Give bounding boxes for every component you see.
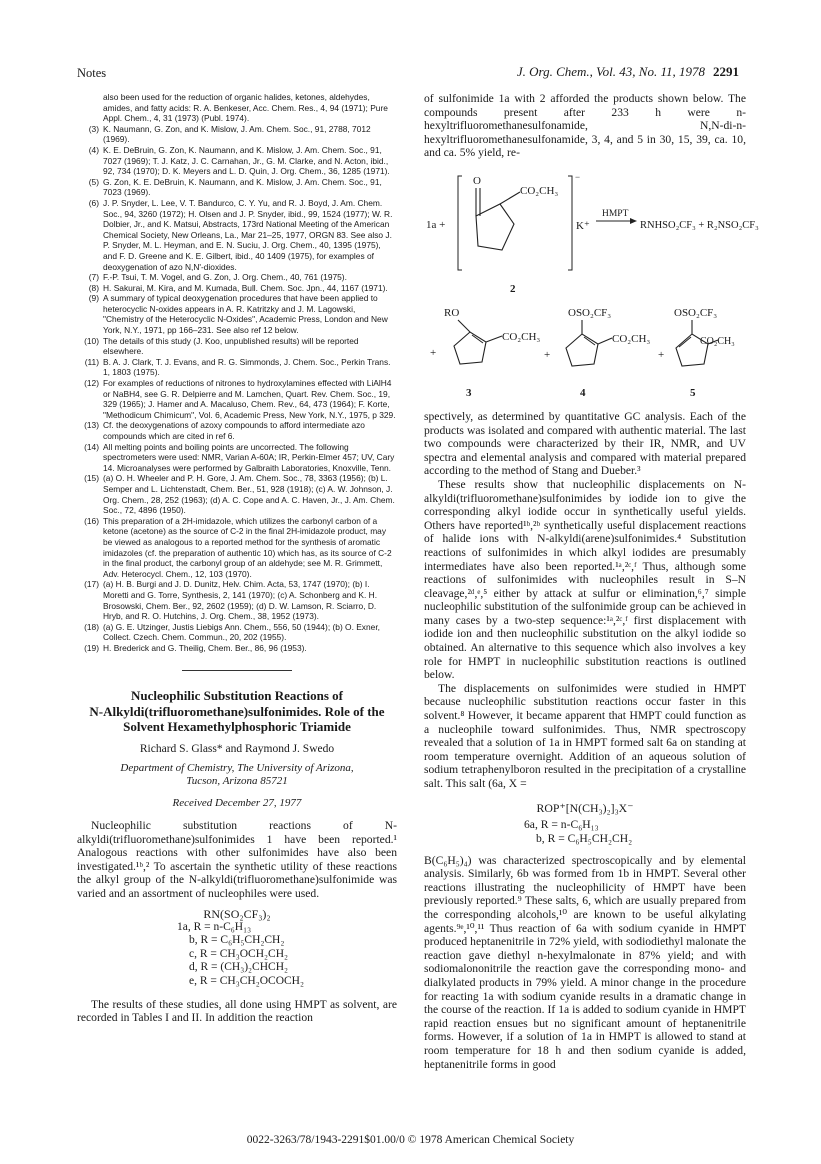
reference-number: (12) bbox=[84, 378, 99, 389]
reference-text: K. E. DeBruin, G. Zon, K. Naumann, and K. Mislow, J. Am. Chem. Soc., 91, 7027 (1969); T. J. Katz, J. C. Carnahan, Jr., G. M. Clarke, and N. Acton, ibid., 92, 734 (1970); D. K. Meyers and L. D. Quin, J. Org. Chem., 36, 1285 (1971). bbox=[103, 144, 390, 177]
reference-number: (5) bbox=[88, 176, 99, 187]
journal-citation: J. Org. Chem., Vol. 43, No. 11, 1978 bbox=[516, 64, 705, 79]
compound-1c: c, R = CH₃OCH₂CH₂ bbox=[189, 947, 289, 960]
closing-paragraph: The results of these studies, all done using HMPT as solvent, are recorded in Tables I and II. In addition the reaction bbox=[77, 997, 397, 1025]
otf-label-5: OSO₂CF₃ bbox=[674, 306, 718, 319]
label-compound-4: 4 bbox=[580, 386, 586, 399]
reference-item bbox=[77, 357, 397, 378]
ester-bond-4 bbox=[598, 338, 612, 344]
reference-item bbox=[77, 198, 397, 272]
left-column bbox=[77, 92, 397, 1025]
reference-text: This preparation of a 2H-imidazole, which utilizes the carbonyl carbon of a ketone (acetone) as the source of C-2 in the final 2H-imidazole product, may be viewed as analogous to a reported method for the synthesis of aromatic imidazoles (cf. the preparation of authentic 10) which has, as its source of C-2 in the final product, the carbonyl group of an aldehyde; see M. R. Grimmett, Adv. Heterocycl. Chem., 12, 103 (1970). bbox=[103, 515, 392, 579]
cyclopentanone-ring bbox=[476, 204, 514, 250]
ester-label-5: CO₂CH₃ bbox=[700, 335, 735, 347]
affiliation-line-1: Department of Chemistry, The University of Arizona, bbox=[120, 761, 354, 774]
reference-number: (18) bbox=[84, 621, 99, 632]
label-compound-5: 5 bbox=[690, 386, 696, 399]
reference-text: The details of this study (J. Koo, unpublished results) will be reported elsewhere. bbox=[103, 335, 359, 357]
ester-label-4: CO₂CH₃ bbox=[612, 332, 651, 345]
phosphonium-list bbox=[524, 818, 746, 846]
title-line-3: Solvent Hexamethylphosphoric Triamide bbox=[123, 719, 351, 735]
compound-1d: d, R = (CH₃)₂CHCH₂ bbox=[189, 961, 289, 974]
paragraph-products: of sulfonimide 1a with 2 afforded the products shown below. The compounds present after 233 h were n-hexyltrifluoromethanesulfonamide, N,N-di-n-hexyltrifluoromethanesulfonamide, 3, 4, and 5 in 30, 15, 39, ca. 10, and ca. 5% yield, re- bbox=[424, 92, 746, 160]
copyright-footer: 0022-3263/78/1943-2291$01.00/0 © 1978 American Chemical Society bbox=[246, 1134, 575, 1146]
plus-1: + bbox=[430, 346, 437, 359]
scheme-drawing bbox=[424, 166, 759, 404]
reference-item bbox=[77, 378, 397, 420]
reference-number: (7) bbox=[88, 272, 99, 283]
received-date: Received December 27, 1977 bbox=[172, 796, 302, 809]
ester-label-3: CO₂CH₃ bbox=[502, 330, 541, 343]
reference-number: (13) bbox=[84, 420, 99, 431]
ro-label: RO bbox=[444, 306, 460, 319]
reference-text: J. P. Snyder, L. Lee, V. T. Bandurco, C. Y. Yu, and R. J. Boyd, J. Am. Chem. Soc., 94, 3260 (1972); H. Olsen and J. P. Snyder, ibid., 99, 1524 (1977); W. R. Dolbier, Jr., and K. Matsui, Abstracts, 173rd National Meeting of the American Chemical Society, New Orleans, La., Mar 21–25, 1977, ORGN 83. See also J. P. Snyder, M. L. Heyman, and E. N. Suciu, J. Org. Chem., 40, 1395 (1975), and F. D. Greene and K. E. Gilbert, ibid., 40 1409 (1975), for examples of deoxygenation of azo N,N'-dioxides. bbox=[103, 197, 393, 272]
reference-item bbox=[77, 124, 397, 145]
ester-label-2: CO₂CH₃ bbox=[520, 184, 559, 197]
reference-text: G. Zon, K. E. DeBruin, K. Naumann, and K. Mislow, J. Am. Chem. Soc., 91, 7023 (1969). bbox=[103, 176, 382, 198]
section-divider bbox=[182, 670, 292, 671]
affiliation bbox=[77, 762, 397, 789]
title-line-2: N-Alkyldi(trifluoromethane)sulfonimides. Role of the bbox=[89, 703, 385, 719]
reference-text: (a) G. E. Utzinger, Justis Liebigs Ann. Chem., 556, 50 (1944); (b) O. Exner, Collect. Czech. Chem. Commun., 20, 202 (1955). bbox=[103, 621, 380, 643]
reference-text: (a) O. H. Wheeler and P. H. Gore, J. Am. Chem. Soc., 78, 3363 (1956); (b) L. Semper and L. Lichtenstadt, Chem. Ber., 51, 928 (1918); (c) A. W. Johnson, J. Org. Chem., 28, 252 (1963); (d) A. C. Cope and A. C. Haven, Jr., J. Am. Chem. Soc., 72, 4896 (1950). bbox=[103, 473, 395, 516]
label-compound-3: 3 bbox=[466, 386, 472, 399]
reference-number: (8) bbox=[88, 282, 99, 293]
paragraph-salts: B(C₆H₅)₄) was characterized spectroscopically and by elemental analysis. Similarly, 6b was formed from 1b in HMPT. Several other reactions illustrating the nucleophilicity of HMPT have been previously reported.⁹ These salts, 6, which are usually prepared from the corresponding alcohols,¹⁰ are known to be useful alkylating agents.⁹ᵉ,¹⁰,¹¹ Thus reaction of 6a with sodium cyanide in HMPT produced heptanenitrile in 72% yield, with sodiodiethyl malonate the reaction gave diethyl n-hexylmalonate in 87% yield; and with sodiomalononitrile the reaction gave the corresponding mono- and dialkylated products in 79% yield. A minor change in the procedure for reacting 1a with sodium cyanide results in a dramatic change in the course of the reaction. If 1a is added to sodium cyanide in HMPT rapid reaction ensues but no significant amount of heptanenitrile forms. However, if a solution of 1a in HMPT is allowed to stand at room temperature for 18 h and then sodium cyanide is added, heptanenitrile forms in good bbox=[424, 853, 746, 1071]
reference-number: (11) bbox=[84, 356, 99, 367]
phosphonium-formula: ROP⁺[N(CH₃)₂]₃X⁻ bbox=[536, 800, 634, 815]
reference-item bbox=[77, 145, 397, 177]
reference-number: (17) bbox=[84, 579, 99, 590]
reference-item bbox=[77, 283, 397, 294]
running-head bbox=[517, 64, 739, 80]
arrow-head bbox=[630, 218, 637, 224]
anion-charge: − bbox=[575, 171, 581, 182]
reaction-scheme bbox=[424, 166, 759, 404]
ring-3 bbox=[454, 332, 486, 364]
reference-list bbox=[77, 92, 397, 653]
reference-item bbox=[77, 579, 397, 621]
reference-item bbox=[77, 643, 397, 654]
counterion: K⁺ bbox=[576, 219, 590, 232]
reference-item bbox=[77, 516, 397, 580]
reference-number: (10) bbox=[84, 335, 99, 346]
compound-list bbox=[177, 921, 397, 989]
ring-4 bbox=[566, 334, 598, 366]
title-line-1: Nucleophilic Substitution Reactions of bbox=[131, 688, 343, 704]
oxo-label: O bbox=[473, 174, 481, 187]
ro-bond bbox=[458, 320, 470, 332]
paragraph-hmpt: The displacements on sulfonimides were studied in HMPT because nucleophilic substitution reactions occur faster in this solvent.⁸ However, it became apparent that HMPT could function as a nucleophile toward sulfonimides. Thus, NMR spectroscopy revealed that a solution of 1a in HMPT formed salt 6a on standing at room temperature overnight. Addition of an aqueous solution of sodium tetraphenylboron resulted in the precipitation of a crystalline salt. This salt (6a, X = bbox=[424, 681, 746, 790]
reference-number: (14) bbox=[84, 441, 99, 452]
article-title bbox=[77, 688, 397, 735]
reference-item bbox=[77, 336, 397, 357]
compound-1b: b, R = C₆H₅CH₂CH₂ bbox=[189, 934, 285, 947]
scheme-reactant: 1a + bbox=[426, 218, 446, 231]
reference-number: (19) bbox=[84, 642, 99, 653]
reference-item bbox=[77, 420, 397, 441]
reference-text: B. A. J. Clark, T. J. Evans, and R. G. Simmonds, J. Chem. Soc., Perkin Trans. 1, 1803 (1975). bbox=[103, 356, 391, 378]
page-number: 2291 bbox=[713, 64, 739, 79]
ester-bond-3 bbox=[486, 336, 502, 342]
reference-item bbox=[77, 92, 397, 124]
reagent-label: HMPT bbox=[602, 208, 629, 219]
authors: Richard S. Glass* and Raymond J. Swedo bbox=[139, 742, 335, 755]
reference-item bbox=[77, 442, 397, 474]
paragraph-results: These results show that nucleophilic displacements on N-alkyldi(trifluoromethane)sulfonimides by iodide ion to give the corresponding alkyl iodide occur in synthetically useful yields. Others have reported¹ᵇ,²ᵇ synthetically useful displacement reactions of halide ions with N-alkyldi(arene)sulfonimides.⁴ Substitution reactions of sulfonimides in which alkyl iodides are presumably intermediates have also been reported.¹ᵃ,²ᶜ,ᶠ Thus, although some reactions of sulfonimides with nucleophiles result in S–N cleavage,²ᵈ,ᵉ,⁵ either by attack at sulfur or elimination,⁶,⁷ simple nucleophilic substitution of the sulfonimide group can be achieved in many cases by a two-step sequence:¹ᵃ,²ᶜ,ᶠ first displacement with iodide ion and then nucleophilic substitution on the alkyl iodide so obtained. An alternative to this sequence which also involves a key role for HMPT in nucleophilic substitution reactions is outlined below. bbox=[424, 477, 746, 682]
bracket-left bbox=[458, 176, 462, 270]
salt-6b: b, R = C₆H₅CH₂CH₂ bbox=[536, 831, 633, 845]
paragraph-analysis: spectively, as determined by quantitative GC analysis. Each of the products was isolated and compared with authentic material. The last two compounds were characterized by their IR, NMR, and UV spectra and elemental analysis and compared with material prepared according to the method of Stang and Dueber.³ bbox=[424, 409, 746, 478]
reference-number: (16) bbox=[84, 515, 99, 526]
reference-item bbox=[77, 293, 397, 335]
reference-text: H. Brederick and G. Theilig, Chem. Ber., 86, 96 (1953). bbox=[103, 642, 307, 653]
ester-bond bbox=[500, 192, 520, 204]
intro-paragraph: Nucleophilic substitution reactions of N-alkyldi(trifluoromethane)sulfonimides 1 have been reported.¹ Analogous reactions with other sulfonimides have also been investigated.¹ᵇ,² To ascertain the synthetic utility of these reactions the alkyl group of the N-alkyldi(trifluoromethane)sulfonimide was varied and an assortment of nucleophiles were used. bbox=[77, 818, 397, 900]
reference-item bbox=[77, 177, 397, 198]
reference-text: K. Naumann, G. Zon, and K. Mislow, J. Am. Chem. Soc., 91, 2788, 7012 (1969). bbox=[103, 123, 371, 145]
reference-number: (9) bbox=[88, 293, 99, 304]
compound-1a: 1a, R = n-C₆H₁₃ bbox=[177, 920, 252, 933]
affiliation-line-2: Tucson, Arizona 85721 bbox=[186, 775, 288, 788]
reference-number: (3) bbox=[88, 123, 99, 134]
reference-text: A summary of typical deoxygenation procedures that have been applied to heterocyclic N-oxides appears in A. R. Katritzky and J. M. Lagowski, "Chemistry of the Heterocyclic N-Oxides", Academic Press, London and New York, N.Y., 1971, pp 166–231. See also ref 12 below. bbox=[103, 293, 388, 336]
ring-5-double bbox=[679, 337, 691, 347]
salt-6a: 6a, R = n-C₆H₁₃ bbox=[524, 817, 599, 831]
section-label: Notes bbox=[77, 66, 107, 80]
reference-text: Cf. the deoxygenations of azoxy compounds to afford intermediate azo compounds which are cited in ref 6. bbox=[103, 420, 365, 441]
compound-1e: e, R = CH₃CH₂OCOCH₂ bbox=[189, 974, 304, 987]
reference-number: (6) bbox=[88, 197, 99, 208]
reference-text: also been used for the reduction of organic halides, ketones, aldehydes, amides, and fatty acids: R. A. Benkeser, Acc. Chem. Res., 4, 94 (1971); Pure Appl. Chem., 4, 31 (1973) (Publ. 1974). bbox=[103, 92, 388, 124]
reference-text: (a) H. B. Burgi and J. D. Dunitz, Helv. Chim. Acta, 53, 1747 (1970); (b) I. Moretti and G. Torre, Synthesis, 2, 141 (1970); (c) A. Schonberg and K. H. Brosowski, Chem. Ber., 92, 2602 (1959); (d) D. W. Lamson, R. Sciarro, D. Hryb, and R. O. Hutchins, J. Org. Chem., 38, 1952 (1973). bbox=[103, 579, 378, 622]
reference-text: All melting points and boiling points are uncorrected. The following spectrometers were used: NMR, Varian A-60A; IR, Perkin-Elmer 457; UV, Cary 14. Microanalyses were performed by Galbraith Laboratories, Knoxville, Tenn. bbox=[103, 441, 395, 473]
scheme-products: RNHSO₂CF₃ + R₂NSO₂CF₃ bbox=[640, 219, 759, 231]
right-column bbox=[424, 92, 759, 1071]
bracket-right bbox=[568, 176, 572, 270]
otf-label-4: OSO₂CF₃ bbox=[568, 306, 612, 319]
reference-text: F.-P. Tsui, T. M. Vogel, and G. Zon, J. Org. Chem., 40, 761 (1975). bbox=[103, 272, 347, 283]
reference-number: (4) bbox=[88, 144, 99, 155]
reference-text: For examples of reductions of nitrones to hydroxylamines effected with LiAlH4 or NaBH4, see G. R. Delpierre and M. Lamchen, Quart. Rev. Chem. Soc., 19, 329 (1965); J. Hamer and A. Macaluso, Chem. Rev., 64, 473 (1964); F. Korte, "Methodicum Chimicum", Vol. 6, Academic Press, New York, N.Y., 1975, p 329. bbox=[103, 378, 396, 420]
label-compound-2: 2 bbox=[510, 282, 516, 295]
reference-item bbox=[77, 473, 397, 515]
plus-3: + bbox=[658, 348, 665, 361]
reference-item bbox=[77, 622, 397, 643]
reference-item bbox=[77, 272, 397, 283]
reference-number: (15) bbox=[84, 473, 99, 484]
sulfonimide-formula: RN(SO₂CF₃)₂ bbox=[203, 906, 271, 921]
reference-text: H. Sakurai, M. Kira, and M. Kumada, Bull. Chem. Soc. Jpn., 44, 1167 (1971). bbox=[103, 282, 388, 293]
plus-2: + bbox=[544, 348, 551, 361]
